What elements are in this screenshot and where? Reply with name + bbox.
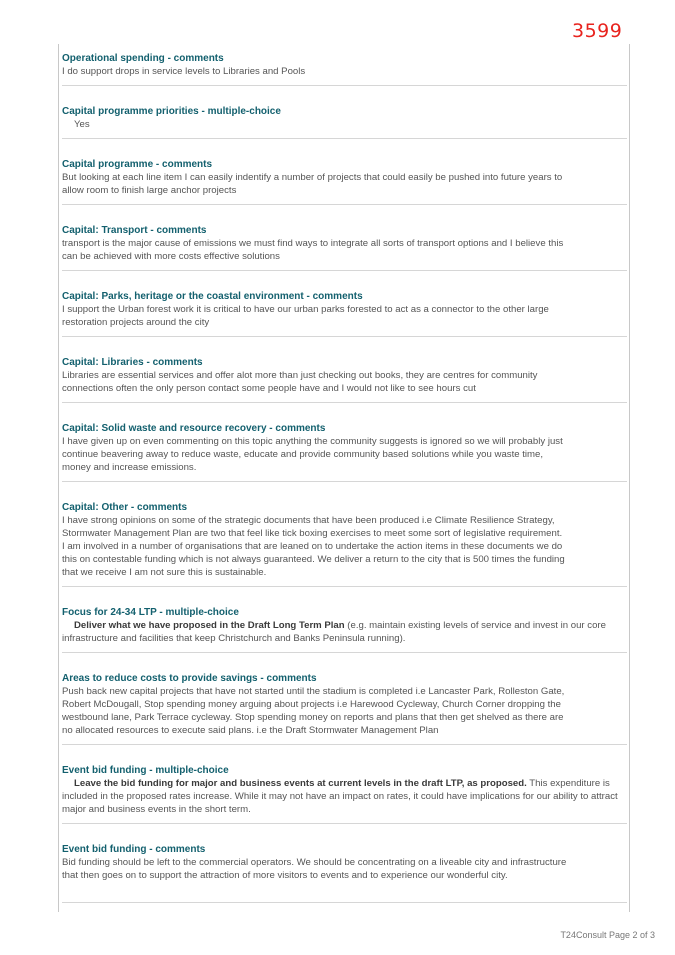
section-body: I support the Urban forest work it is critical to have our urban parks forested to act as a connector to the other large restoration projects around the city <box>62 304 549 328</box>
section-capital-transport <box>62 224 627 271</box>
section-body: I have strong opinions on some of the strategic documents that have been produced i.e Climate Resilience Strategy, Stormwater Management Plan are two that feel like tick boxing exercises to meet some sort of legislative requirement. I am involved in a number of organisations that are leaned on to undertake the action items in these documents we do this on contestable funding which is not always guaranteed. We deliver a return to the city that is 500 times the funding that we receive I am not sure this is sustainable. <box>62 515 565 578</box>
section-body: I do support drops in service levels to Libraries and Pools <box>62 66 306 77</box>
section-reduce-costs <box>62 672 627 745</box>
page-number-stamp: 3599 <box>572 20 623 42</box>
section-title: Event bid funding - comments <box>62 844 206 855</box>
section-answer <box>62 777 622 816</box>
section-event-bid-comments <box>62 843 627 903</box>
selected-option: Deliver what we have proposed in the Draft Long Term Plan <box>74 620 345 631</box>
section-operational-spending <box>62 52 627 86</box>
section-title: Operational spending - comments <box>62 53 224 64</box>
left-border <box>58 44 59 912</box>
section-answer <box>62 619 622 645</box>
page-footer: T24Consult Page 2 of 3 <box>560 930 655 940</box>
section-capital-parks <box>62 290 627 337</box>
section-capital-other <box>62 501 627 587</box>
section-title: Focus for 24-34 LTP - multiple-choice <box>62 607 239 618</box>
option-detail: (e.g. maintain existing levels of service and invest in our core infrastructure and facilities that keep Christchurch and Banks Peninsula running). <box>62 620 606 644</box>
section-body: I have given up on even commenting on this topic anything the community suggests is ignored so we will probably just continue beavering away to reduce waste, educate and provide community based solutions while you waste time, money and increase emissions. <box>62 436 563 473</box>
section-capital-programme <box>62 158 627 205</box>
section-body: Libraries are essential services and offer alot more than just checking out books, they are centres for community connections often the only person contact some people have and I would not like to see hours cut <box>62 370 538 394</box>
section-body: Bid funding should be left to the commercial operators. We should be concentrating on a liveable city and infrastructure that then goes on to support the attraction of more visitors to events and to experience our wonderful city. <box>62 857 567 881</box>
section-capital-libraries <box>62 356 627 403</box>
section-title: Capital: Other - comments <box>62 502 188 513</box>
response-content <box>62 52 627 903</box>
section-title: Areas to reduce costs to provide savings - comments <box>62 673 317 684</box>
section-title: Capital: Parks, heritage or the coastal environment - comments <box>62 291 363 302</box>
section-event-bid-choice <box>62 764 627 824</box>
section-title: Capital programme - comments <box>62 159 213 170</box>
section-body: Push back new capital projects that have not started until the stadium is completed i.e Lancaster Park, Rolleston Gate, Robert McDougall, Stop spending money arguing about projects i.e Harewood Cycleway, Church Corner dropping the westbound lane, Park Terrace cycleway. Stop spending money on reports and plans that then get shelved as there are no allocated resources to execute said plans. i.e the Draft Stormwater Management Plan <box>62 686 565 736</box>
section-title: Capital: Transport - comments <box>62 225 207 236</box>
section-focus-ltp <box>62 606 627 653</box>
right-border <box>629 44 630 912</box>
section-answer: Yes <box>74 119 90 130</box>
section-title: Capital: Libraries - comments <box>62 357 203 368</box>
section-title: Capital programme priorities - multiple-choice <box>62 106 281 117</box>
section-capital-priorities <box>62 105 627 139</box>
section-capital-solid-waste <box>62 422 627 482</box>
option-detail: This expenditure is included in the proposed rates increase. While it may not have an impact on rates, it could have implications for our ability to attract major and business events in the short term. <box>62 778 618 815</box>
section-body: transport is the major cause of emissions we must find ways to integrate all sorts of transport options and I believe this can be achieved with more costs effective solutions <box>62 238 564 262</box>
section-body: But looking at each line item I can easily indentify a number of projects that could easily be pushed into future years to allow room to finish large anchor projects <box>62 172 563 196</box>
section-title: Capital: Solid waste and resource recovery - comments <box>62 423 326 434</box>
section-title: Event bid funding - multiple-choice <box>62 765 229 776</box>
selected-option: Leave the bid funding for major and business events at current levels in the draft LTP, as proposed. <box>74 778 527 789</box>
